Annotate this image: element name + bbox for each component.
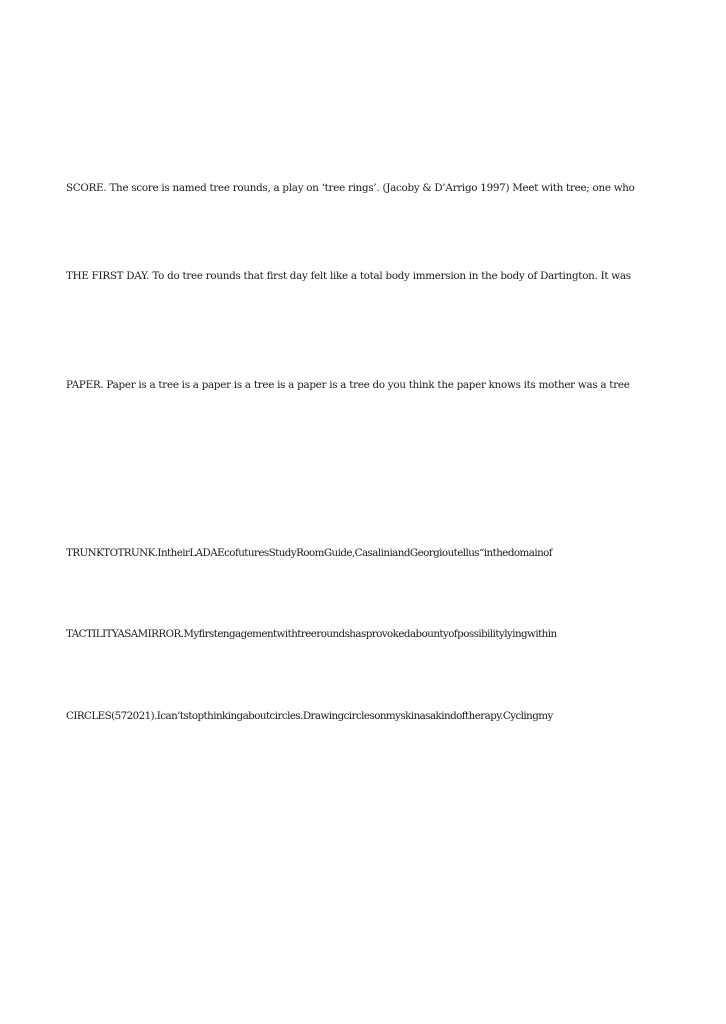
paragraph-circles: CIRCLES(572021).Ican’tstopthinkingaboutcircles.Drawingcirclesonmyskinasakindoftherapy.Cyclingmy: [66, 710, 553, 722]
paragraph-trunk-to-trunk: TRUNKTOTRUNK.IntheirLADAEcofuturesStudyRoomGuide,CasaliniandGeorgioutellus“inthedomainof: [66, 547, 553, 559]
paragraph-paper: PAPER. Paper is a tree is a paper is a tree is a paper is a tree do you think the paper knows its mother was a tree: [66, 379, 630, 391]
paragraph-tactility-as-a-mirror: TACTILITYASAMIRROR.Myfirstengagementwithtreeroundshasprovokedabountyofpossibilitylyingwithin: [66, 628, 557, 640]
paragraph-score: SCORE. The score is named tree rounds, a play on ‘tree rings’. (Jacoby & D’Arrigo 1997) Meet with tree; one who: [66, 182, 635, 194]
paragraph-first-day: THE FIRST DAY. To do tree rounds that first day felt like a total body immersion in the body of Dartington. It was: [66, 270, 631, 282]
